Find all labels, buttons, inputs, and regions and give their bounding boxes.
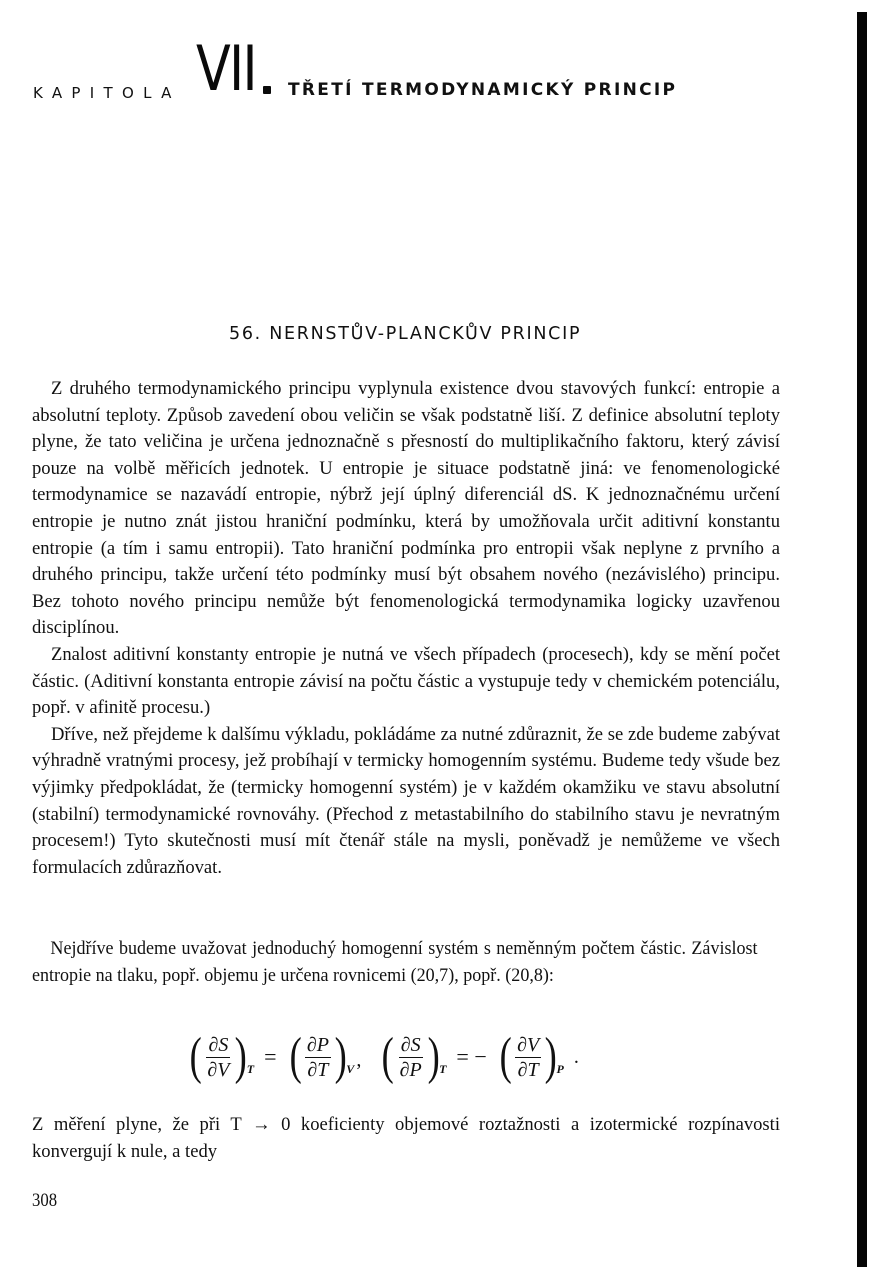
paragraph: Znalost aditivní konstanty entropie je nutná ve všech případech (procesech), kdy se mění počet částic. (Aditivní konstanta entropie závisí na počtu částic a vystupuje tedy v chemickém potenciálu, popř. v afinitě procesu.) <box>32 643 780 719</box>
chapter-number-dot <box>263 86 271 94</box>
maxwell-relations-equation <box>187 1026 579 1088</box>
page-number: 308 <box>32 1190 58 1211</box>
section-title: 56. NERNSTŮV-PLANCKŮV PRINCIP <box>229 324 582 344</box>
body-text-after-equation <box>32 1112 780 1165</box>
equation-term: ( $\frac{\partial P}{\partial T}$ ) V <box>289 1028 355 1085</box>
body-text-main <box>32 376 780 881</box>
equation-term: ( $\frac{\partial S}{\partial V}$ ) T <box>189 1028 255 1085</box>
equals-minus-sign: = − <box>456 1044 487 1069</box>
chapter-title: TŘETÍ TERMODYNAMICKÝ PRINCIP <box>288 80 678 100</box>
equation-separator: , <box>356 1049 362 1071</box>
body-text-intro-equation <box>32 936 758 989</box>
paragraph: Z druhého termodynamického principu vyplynula existence dvou stavových funkcí: entropie a absolutní teploty. Způsob zavedení obou veličin se však podstatně liší. Z definice absolutní teploty plyne, že tato veličina je určena jednoznačně s přesností do multiplikačního faktoru, který závisí pouze na volbě měřicích jednotek. U entropie je situace podstatně jiná: ve fenomenologické termodynamice se nazavádí entropie, nýbrž její úplný diferenciál dS. K jednoznačnému určení entropie je nutno znát jistou hraniční podmínku, která by umožňovala určit aditivní konstantu entropie (a tím i samu entropii). Tato hraniční podmínka pro entropii však neplyne z prvního a druhého principu, takže určení této podmínky musí být obsahem nového (nezávislého) principu. Bez tohoto nového principu nemůže být fenomenologická termodynamika logicky uzavřenou disciplínou. <box>32 378 780 639</box>
scan-edge-bar <box>857 12 867 1267</box>
equals-sign: = <box>264 1044 277 1069</box>
equation-end: . <box>573 1045 579 1068</box>
paragraph: Dříve, než přejdeme k dalšímu výkladu, pokládáme za nutné zdůraznit, že se zde budeme zabývat výhradně vratnými procesy, jež probíhají v termicky homogenním systému. Budeme tedy všude bez výjimky předpokládat, že (termicky homogenní systém) je v každém okamžiku ve stavu absolutní (stabilní) termodynamické rovnováhy. (Přechod z metastabilního do stabilního stavu je nevratným procesem!) Tyto skutečnosti musí mít čtenář stále na mysli, poněvadž je nemůžeme ve všech formulacích zdůrazňovat. <box>32 723 780 878</box>
chapter-number: VII <box>196 32 256 105</box>
equation-term: ( $\frac{\partial V}{\partial T}$ ) P <box>499 1028 564 1085</box>
equation-term: ( $\frac{\partial S}{\partial P}$ ) T <box>381 1028 447 1085</box>
paragraph: Z měření plyne, že při T → 0 koeficienty objemové roztažnosti a izotermické rozpínavosti konvergují k nule, a tedy <box>32 1114 780 1162</box>
paragraph: Nejdříve budeme uvažovat jednoduchý homogenní systém s neměnným počtem částic. Závislost entropie na tlaku, popř. objemu je určena rovnicemi (20,7), popř. (20,8): <box>32 938 758 986</box>
chapter-label: KAPITOLA <box>33 84 181 102</box>
